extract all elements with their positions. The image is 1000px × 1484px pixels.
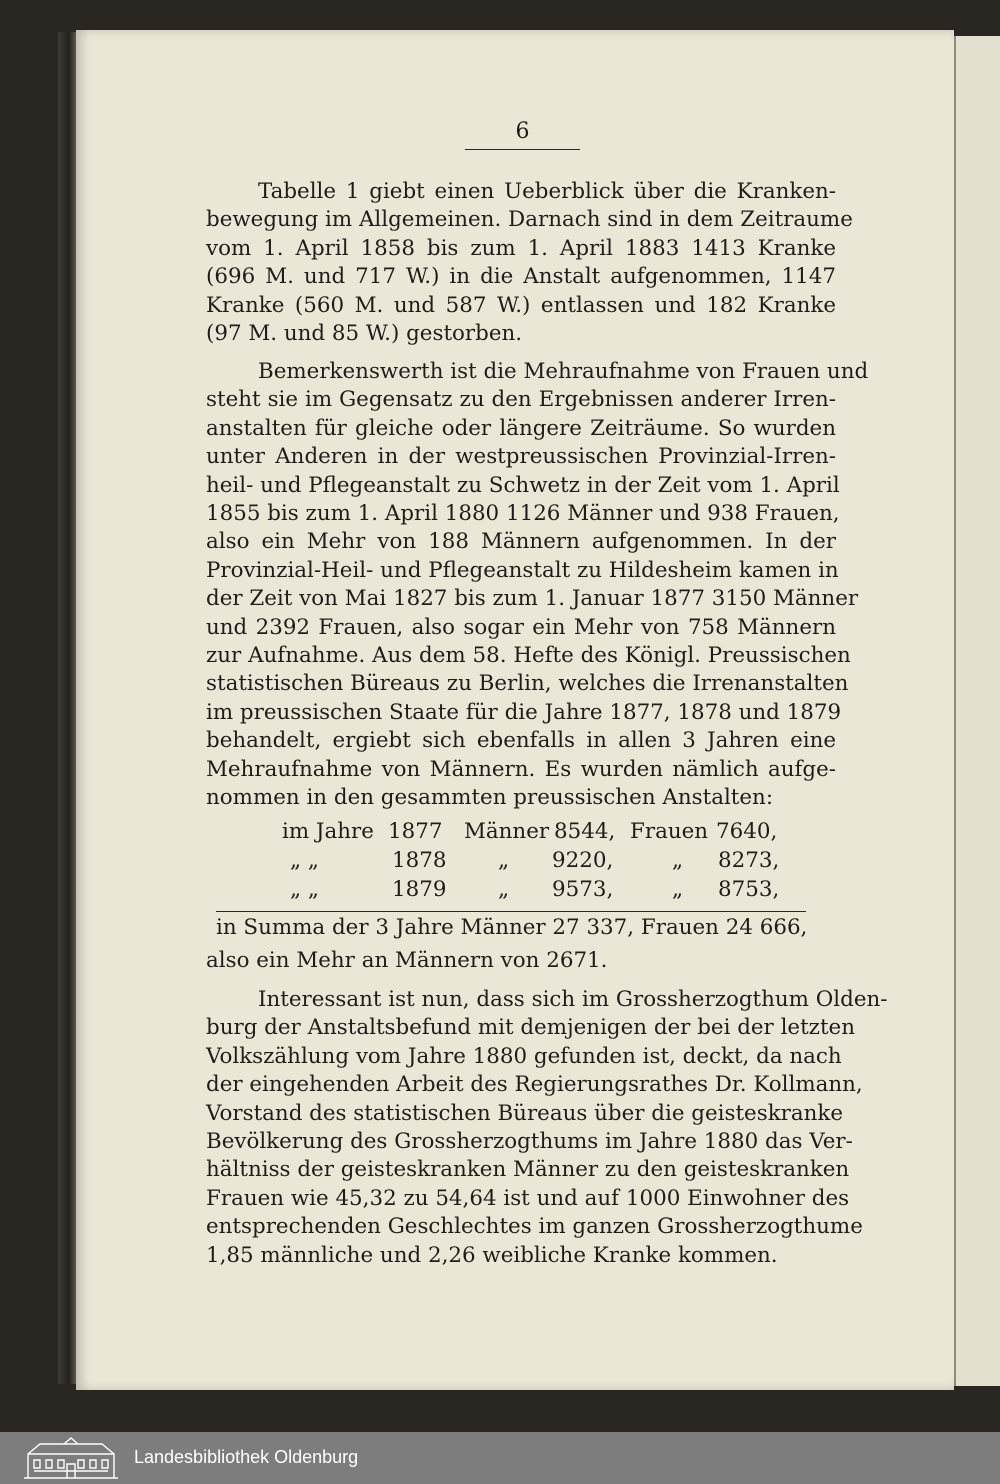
text-line: Frauen wie 45,32 zu 54,64 ist und auf 1000 Einwohner des <box>206 1185 850 1211</box>
text-line: vom 1. April 1858 bis zum 1. April 1883 1413 Kranke <box>206 235 836 261</box>
text-line: Bevölkerung des Grossherzogthums im Jahre 1880 das Ver- <box>206 1129 853 1155</box>
text-line: Vorstand des statistischen Büreaus über die geisteskranke <box>206 1100 844 1126</box>
cell-label: „ „ <box>290 848 319 873</box>
header-rule <box>465 149 580 150</box>
text-line: (696 M. und 717 W.) in die Anstalt aufgenommen, 1147 <box>206 264 836 290</box>
text-line: behandelt, ergiebt sich ebenfalls in allen 3 Jahren eine <box>206 728 836 754</box>
cell-women-value: 8273, <box>718 848 780 873</box>
cell-men-label: „ <box>498 877 510 902</box>
sum-line: in Summa der 3 Jahre Männer 27 337, Frauen 24 666, <box>216 915 808 940</box>
text-line: heil- und Pflegeanstalt zu Schwetz in der Zeit vom 1. April <box>206 472 840 498</box>
cell-women-label: „ <box>672 848 684 873</box>
text-line: zur Aufnahme. Aus dem 58. Hefte des Königl. Preussischen <box>206 643 851 669</box>
cell-year: 1877 <box>388 819 443 844</box>
text-line: im preussischen Staate für die Jahre 1877, 1878 und 1879 <box>206 699 842 725</box>
text-line: Mehraufnahme von Männern. Es wurden nämlich aufge- <box>206 756 836 782</box>
text-line: nommen in den gesammten preussischen Anstalten: <box>206 785 774 811</box>
library-building-icon <box>20 1436 122 1480</box>
book-spine <box>58 32 76 1384</box>
cell-women-value: 7640, <box>716 819 778 844</box>
facing-page-edge <box>954 36 1000 1386</box>
text-line: steht sie im Gegensatz zu den Ergebnissen anderer Irren- <box>206 387 836 413</box>
cell-women-label: Frauen <box>630 819 709 844</box>
table-row <box>206 847 836 875</box>
cell-men-label: Männer <box>464 819 550 844</box>
text-line: Interessant ist nun, dass sich im Grossherzogthum Olden- <box>258 987 888 1012</box>
text-line: Volkszählung vom Jahre 1880 gefunden ist, deckt, da nach <box>206 1043 842 1069</box>
cell-year: 1878 <box>392 848 447 873</box>
cell-men-label: „ <box>498 848 510 873</box>
text-line: burg der Anstaltsbefund mit demjenigen der bei der letzten <box>206 1015 855 1041</box>
text-line: der Zeit von Mai 1827 bis zum 1. Januar 1877 3150 Männer <box>206 586 859 612</box>
text-line: also ein Mehr an Männern von 2671. <box>206 948 608 973</box>
text-line: entsprechenden Geschlechtes im ganzen Grossherzogthume <box>206 1214 863 1240</box>
cell-women-label: „ <box>672 877 684 902</box>
paragraph-2 <box>206 358 869 813</box>
cell-men-value: 9220, <box>552 848 614 873</box>
paragraph-4 <box>206 986 888 1270</box>
text-line: statistischen Büreaus zu Berlin, welches die Irrenanstalten <box>206 671 849 697</box>
text-line: Provinzial-Heil- und Pflegeanstalt zu Hildesheim kamen in <box>206 557 839 583</box>
text-line: und 2392 Frauen, also sogar ein Mehr von 758 Männern <box>206 614 836 640</box>
cell-year: 1879 <box>392 877 447 902</box>
text-line: anstalten für gleiche oder längere Zeiträume. So wurden <box>206 415 836 441</box>
table-row <box>206 818 836 846</box>
text-line: Bemerkenswerth ist die Mehraufnahme von Frauen und <box>258 359 869 384</box>
table-row <box>206 876 836 904</box>
text-line: unter Anderen in der westpreussischen Provinzial-Irren- <box>206 444 836 470</box>
paragraph-3 <box>206 947 836 975</box>
footer-bar <box>0 1432 1000 1484</box>
page-number: 6 <box>515 119 530 144</box>
text-line: der eingehenden Arbeit des Regierungsrathes Dr. Kollmann, <box>206 1072 863 1098</box>
cell-label: „ „ <box>290 877 319 902</box>
cell-label: im Jahre <box>282 819 374 844</box>
text-line: bewegung im Allgemeinen. Darnach sind in dem Zeitraume <box>206 207 853 233</box>
text-line: 1,85 männliche und 2,26 weibliche Kranke kommen. <box>206 1242 778 1268</box>
cell-women-value: 8753, <box>718 877 780 902</box>
text-line: 1855 bis zum 1. April 1880 1126 Männer und 938 Frauen, <box>206 501 840 527</box>
cell-men-value: 9573, <box>552 877 614 902</box>
text-line: also ein Mehr von 188 Männern aufgenommen. In der <box>206 529 836 555</box>
text-line: Kranke (560 M. und 587 W.) entlassen und 182 Kranke <box>206 292 836 318</box>
footer-label: Landesbibliothek Oldenburg <box>134 1447 359 1467</box>
text-line: (97 M. und 85 W.) gestorben. <box>206 321 523 347</box>
cell-men-value: 8544, <box>554 819 616 844</box>
text-line: hältniss der geisteskranken Männer zu den geisteskranken <box>206 1157 850 1183</box>
sum-rule <box>216 911 806 912</box>
paragraph-1 <box>206 178 853 348</box>
text-line: Tabelle 1 giebt einen Ueberblick über die Kranken- <box>258 179 836 204</box>
